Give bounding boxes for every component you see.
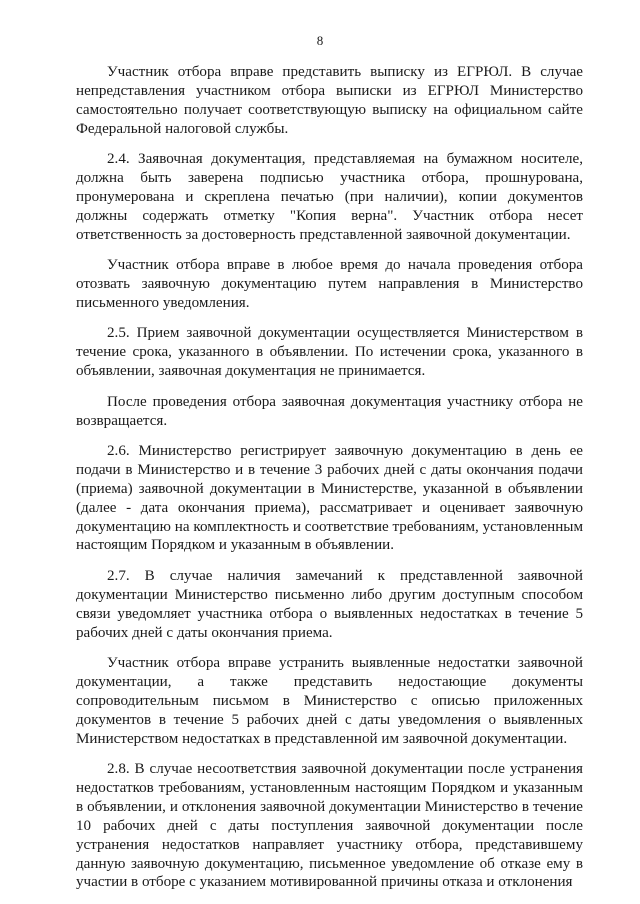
document-body [76,63,583,904]
paragraph-withdrawal: Участник отбора вправе в любое время до начала проведения отбора отозвать заявочную документацию путем направления в Министерство письменного уведомления. [76,257,583,311]
paragraph-no-return: После проведения отбора заявочная документация участнику отбора не возвращается. [76,393,583,429]
paragraph-2-5: 2.5. Прием заявочной документации осуществляется Министерством в течение срока, указанного в объявлении. По истечении срока, указанного в объявлении, заявочная документация не принимается. [76,325,583,380]
paragraph-2-8: 2.8. В случае несоответствия заявочной документации после устранения недостатков требованиям, установленным настоящим Порядком и указанным в объявлении, и отклонения заявочной документации Министерство в течение 10 рабочих дней с даты поступления заявочной документации после устранения недостатков направляет участнику отбора, представившему данную заявочную документацию, письменное уведомление об отказе ему в участии в отборе с указанием мотивированной причины отказа и отклонения [76,761,583,891]
paragraph-2-6: 2.6. Министерство регистрирует заявочную документацию в день ее подачи в Министерство и в течение 3 рабочих дней с даты окончания подачи (приема) заявочной документации в Министерстве, указанной в объявлении (далее - дата окончания приема), рассматривает и оценивает заявочную документацию на комплектность и соответствие требованиям, установленным настоящим Порядком и указанным в объявлении. [76,442,583,554]
paragraph-remedy: Участник отбора вправе устранить выявленные недостатки заявочной документации, а также представить недостающие документы сопроводительным письмом в Министерство с описью приложенных документов в течение 5 рабочих дней с даты уведомления о выявленных Министерством недостатках в представленной им заявочной документации. [76,654,583,747]
page-number: 8 [316,33,324,48]
paragraph-2-4: 2.4. Заявочная документация, представляемая на бумажном носителе, должна быть заверена подписью участника отбора, прошнурована, пронумерована и скреплена печатью (при наличии), копии документов должны содержать отметку "Копия верна". Участник отбора несет ответственность за достоверность представленной заявочной документации. [76,151,583,243]
paragraph-egrul: Участник отбора вправе представить выписку из ЕГРЮЛ. В случае непредставления участником отбора выписки из ЕГРЮЛ Министерство самостоятельно получает соответствующую выписку на официальном сайте Федеральной налоговой службы. [76,64,583,137]
paragraph-2-7: 2.7. В случае наличия замечаний к представленной заявочной документации Министерство письменно либо другим доступным способом связи уведомляет участника отбора о выявленных недостатках в течение 5 рабочих дней с даты окончания приема. [76,567,583,641]
